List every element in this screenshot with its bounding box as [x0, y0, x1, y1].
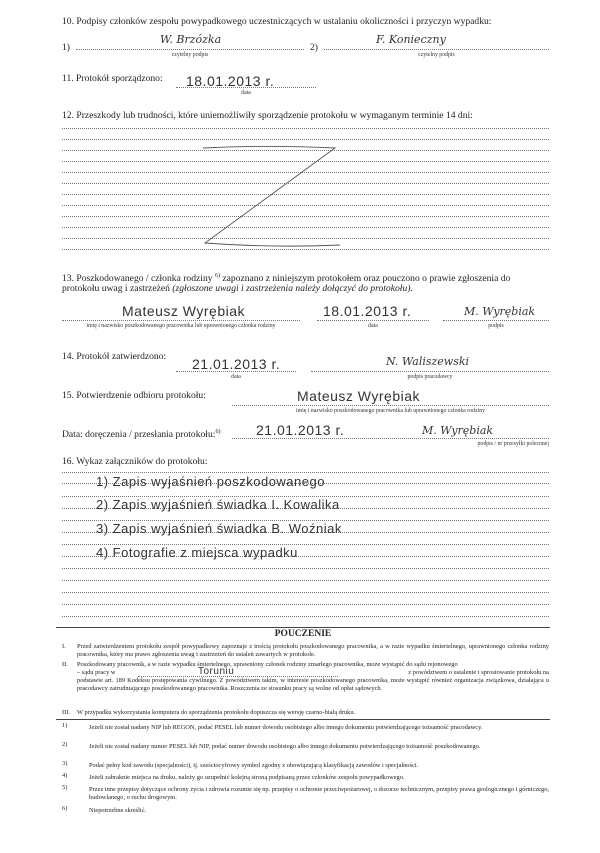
footnote-text: Podać pełny kod zawodu (specjalności), tj. sześciocyfrowy symbol zgodny z obowiązującą klasyfikacją zawodów i specjalności. — [89, 762, 419, 769]
delivery-label: Data: doręczenia / przesłania protokołu:$^{6)}$ — [62, 429, 221, 441]
footnote-number: 5) — [62, 784, 68, 791]
footnote-text: Przez inne przepisy dotyczące ochrony życia i zdrowia rozumie się np. przepisy o ochronie przeciwpożarowej, o dozorze technicznym, przepisy prawa geologicznego i górniczego, budowlanego, o ruchu drogowym. — [89, 786, 549, 801]
attachment-item: 2) Zapis wyjaśnień świadka I. Kowalika — [96, 497, 340, 512]
section-13-text: 13. Poszkodowanego / członka rodziny $^{6)}$ zapoznano z niniejszym protokołem oraz pouczono o prawie zgłoszenia do — [62, 273, 511, 285]
court-city: Toruniu — [198, 666, 235, 677]
section-12-label: 12. Przeszkody lub trudności, które uniemożliwiły sporządzenie protokołu w wymaganym terminie 14 dni: — [62, 110, 473, 121]
signature-1: W. Brzózka — [160, 33, 222, 46]
receiver-name: Mateusz Wyrębiak — [297, 388, 421, 404]
delivery-line — [232, 438, 549, 439]
protocol-date: 18.01.2013 r. — [186, 73, 275, 89]
section-14-sig-line — [311, 371, 549, 372]
signature-2-number: 2) — [310, 42, 318, 53]
section-13-name-caption: imię i nazwisko poszkodowanego pracownika lub uprawnionego członka rodziny — [86, 323, 276, 329]
footnote-number: 2) — [62, 741, 68, 748]
injured-name: Mateusz Wyrębiak — [122, 303, 246, 319]
pouczenie-i-text: Przed zatwierdzeniem protokołu zespół powypadkowy zapoznaje z treścią protokołu poszkodowanego pracownika, a w razie wypadku śmiertelnego, uprawnionego członka rodziny pracownika, który ma prawo zgłoszenia uwag i zastrzeżeń do ustaleń zawartych w protokole. — [77, 643, 549, 658]
footnote-number: 4) — [62, 772, 68, 779]
signature-2-caption: czytelny podpis — [418, 52, 455, 58]
attachment-item: 3) Zapis wyjaśnień świadka B. Woźniak — [96, 521, 342, 536]
section-13-sig-caption: podpis — [488, 323, 504, 329]
section-12-strikethrough — [195, 138, 345, 253]
section-13-sig-line — [443, 320, 549, 321]
approval-date: 21.01.2013 r. — [192, 356, 281, 372]
signature-2-line — [324, 49, 549, 50]
pouczenie-ii-line3: podstawie art. 189 Kodeksu postępowania cywilnego. Z powództwem takim, w interesie poszkodowanego pracownika, może wystąpić również organizacja związkowa, działająca u pracodawcy zatrudniającego poszkodowanego pracownika. Roszczenia ze stosunku pracy są wolne od opłat sądowych. — [77, 677, 549, 692]
pouczenie-ii-line2a: – sądu pracy w — [77, 669, 116, 676]
delivery-date: 21.01.2013 r. — [256, 422, 345, 438]
pouczenie-i-number: I. — [62, 643, 66, 650]
section-11-caption: data — [241, 90, 251, 96]
section-13-date-line — [317, 320, 429, 321]
signature-1-caption: czytelny podpis — [171, 52, 209, 58]
footnote-text: Jeżeli nie został nadany NIP lub REGON, podać PESEL lub numer dowodu osobistego albo innego dokumentu potwierdzającego tożsamość pracodawcy. — [89, 724, 483, 731]
delivery-caption: podpis / nr przesyłki poleconej — [477, 441, 549, 447]
pouczenie-title: POUCZENIE — [274, 629, 332, 639]
signature-1-line — [76, 49, 304, 50]
pouczenie-iii-text: W przypadku wykorzystania komputera do sporządzenia protokołu dopuszcza się wersję czarno-białą druku. — [77, 709, 356, 716]
footnote-number: 3) — [62, 760, 68, 767]
acknowledgement-date: 18.01.2013 r. — [323, 303, 412, 319]
signature-1-number: 1) — [62, 42, 70, 53]
employer-signature: N. Waliszewski — [386, 355, 470, 368]
footnote-number: 1) — [62, 722, 68, 729]
section-16-lines — [62, 468, 549, 618]
section-15-label: 15. Potwierdzenie odbioru protokołu: — [62, 390, 206, 401]
section-16-label: 16. Wykaz załączników do protokołu: — [62, 456, 208, 467]
pouczenie-ii-line2b: z powództwem o ustalenie i sprostowanie protokołu na — [408, 669, 549, 676]
pouczenie-ii-number: II. — [62, 661, 68, 668]
section-14-label: 14. Protokół zatwierdzono: — [62, 351, 167, 362]
footnote-text: Jeżeli nie został nadany numer PESEL lub NIP, podać numer dowodu osobistego albo innego dokumentu potwierdzającego tożsamość poszkodowanego. — [89, 743, 481, 750]
divider-footnotes — [56, 719, 550, 720]
signature-2: F. Konieczny — [376, 33, 446, 46]
section-13-date-caption: data — [368, 323, 378, 329]
injured-signature: M. Wyrębiak — [464, 305, 536, 318]
section-14-sig-caption: podpis pracodawcy — [407, 374, 453, 380]
section-15-line — [232, 405, 549, 406]
footnote-text: Jeżeli zabraknie miejsca na druku, należy go uzupełnić kolejną stroną podpisaną przez członków zespołu powypadkowego. — [89, 774, 405, 781]
divider-top — [56, 627, 550, 628]
delivery-signature: M. Wyrębiak — [422, 424, 494, 437]
attachment-item: 4) Fotografie z miejsca wypadku — [96, 545, 298, 560]
section-13-name-line — [62, 320, 300, 321]
pouczenie-iii-number: III. — [62, 709, 70, 716]
section-14-date-caption: data — [231, 374, 241, 380]
section-15-caption: imię i nazwisko poszkodowanego pracownika lub uprawnionego członka rodziny — [296, 408, 485, 414]
section-13-text-line2: protokołu uwag i zastrzeżeń (zgłoszone uwagi i zastrzeżenia należy dołączyć do protokołu). — [62, 283, 413, 294]
footnote-text: Niepotrzebne skreślić. — [89, 807, 147, 814]
pouczenie-ii-line1: Poszkodowany pracownik, a w razie wypadku śmiertelnego, uprawniony członek rodziny zmarłego pracownika, może wystąpić do sądu rejonowego — [77, 661, 458, 668]
section-11-label: 11. Protokół sporządzono: — [62, 73, 163, 84]
section-10-text: 10. Podpisy członków zespołu powypadkowego uczestniczących w ustalaniu okoliczności i przyczyn wypadku: — [62, 16, 492, 27]
footnote-number: 6) — [62, 805, 68, 812]
attachment-item: 1) Zapis wyjaśnień poszkodowanego — [96, 474, 325, 489]
